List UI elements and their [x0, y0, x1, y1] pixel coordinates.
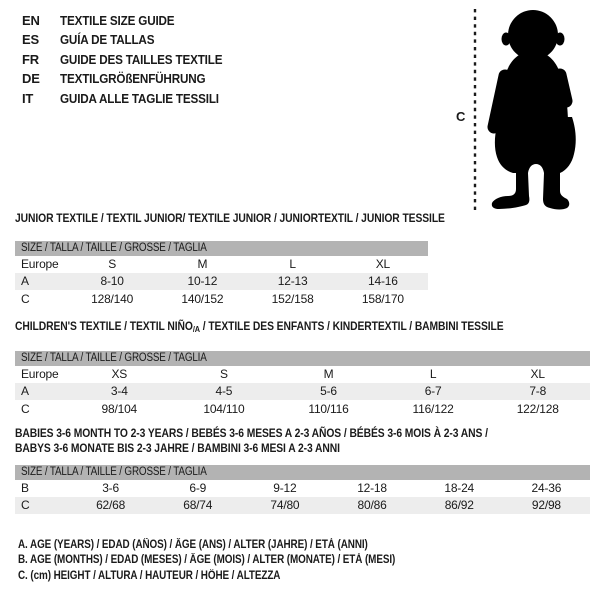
lang-row-es	[22, 32, 240, 51]
size-cell: L	[429, 367, 437, 382]
table-row-age-months	[15, 480, 590, 497]
babies-size-table	[15, 465, 590, 514]
size-cell: 6-9	[189, 481, 207, 496]
babies-section-title-line2: BABYS 3-6 MONATE BIS 2-3 JAHRE / BAMBINI 3-6 MESI A 2-3 ANNI	[15, 441, 340, 455]
row-label: A	[15, 273, 67, 290]
nino-a-subscript: /A	[192, 324, 200, 334]
table-row-height	[15, 497, 590, 514]
lang-code: IT	[22, 90, 34, 106]
junior-section-title: JUNIOR TEXTILE / TEXTIL JUNIOR/ TEXTILE JUNIOR / JUNIORTEXTIL / JUNIOR TESSILE	[15, 211, 445, 225]
size-cell: XL	[375, 257, 391, 272]
legend-line-c: C. (cm) HEIGHT / ALTURA / HAUTEUR / HÖHE / ALTEZZA	[18, 569, 281, 582]
size-cell: 14-16	[338, 273, 428, 290]
size-cell: 158/170	[361, 291, 404, 306]
size-header-row	[15, 241, 428, 256]
size-cell: 4-5	[172, 383, 277, 400]
children-section-title: CHILDREN'S TEXTILE / TEXTIL NIÑO/A / TEXTILE DES ENFANTS / KINDERTEXTIL / BAMBINI TESSILE	[15, 319, 504, 334]
size-cell: M	[197, 257, 208, 272]
size-cell: 116/122	[412, 401, 454, 416]
table-row-height	[15, 290, 428, 307]
size-cell: 110/116	[308, 401, 349, 416]
size-header-row	[15, 351, 590, 366]
lang-row-fr	[22, 52, 240, 71]
size-header-label: SIZE / TALLA / TAILLE / GRÖSSE / TAGLIA	[21, 242, 207, 255]
lang-row-it	[22, 91, 240, 110]
size-cell: 152/158	[271, 291, 314, 306]
guide-title-fr: GUIDE DES TAILLES TEXTILE	[60, 51, 223, 67]
lang-code: EN	[22, 13, 40, 28]
legend-line-b: B. AGE (MONTHS) / EDAD (MESES) / ÂGE (MOIS) / ALTER (MONATE) / ETÀ (MESI)	[18, 554, 396, 567]
size-cell: 7-8	[485, 383, 590, 400]
lang-row-en	[22, 13, 240, 32]
size-cell: 3-6	[102, 481, 119, 496]
table-row-age	[15, 273, 428, 290]
size-cell: 18-24	[444, 481, 475, 496]
row-label: A	[15, 383, 67, 400]
height-measure-figure	[450, 5, 600, 215]
guide-title-it: GUIDA ALLE TAGLIE TESSILI	[60, 90, 219, 106]
legend-line-a: A. AGE (YEARS) / EDAD (AÑOS) / ÂGE (ANS) / ALTER (JAHRE) / ETÀ (ANNI)	[18, 539, 368, 551]
size-header-row	[15, 465, 590, 480]
row-label: Europe	[21, 257, 59, 272]
language-title-block	[22, 13, 240, 110]
size-cell: S	[108, 257, 117, 272]
size-cell: 5-6	[276, 383, 381, 400]
size-cell: 10-12	[157, 273, 247, 290]
table-row-europe	[15, 366, 590, 383]
size-cell: M	[323, 367, 334, 382]
size-cell: 74/80	[241, 497, 328, 514]
babies-section-title-line1: BABIES 3-6 MONTH TO 2-3 YEARS / BEBÉS 3-6 MESES A 2-3 AÑOS / BÉBÉS 3-6 MOIS À 2-3 ANS /	[15, 426, 488, 440]
size-header-label: SIZE / TALLA / TAILLE / GRÖSSE / TAGLIA	[21, 352, 207, 365]
row-label: C	[15, 497, 67, 514]
children-size-table	[15, 351, 590, 417]
row-label: Europe	[21, 367, 59, 382]
size-cell: 6-7	[381, 383, 486, 400]
table-row-europe	[15, 256, 428, 273]
height-measure-label: C	[456, 109, 466, 124]
size-cell: XL	[530, 367, 545, 382]
size-cell: 9-12	[273, 481, 297, 496]
size-cell: 3-4	[67, 383, 172, 400]
size-cell: 140/152	[181, 291, 224, 306]
size-cell: 128/140	[91, 291, 134, 306]
guide-title-de: TEXTILGRÖßENFÜHRUNG	[60, 71, 206, 87]
junior-section	[15, 211, 445, 307]
size-cell: 92/98	[503, 497, 590, 514]
size-cell: 104/110	[203, 401, 245, 416]
table-row-height	[15, 400, 590, 417]
measure-legend	[18, 538, 457, 584]
size-cell: 12-18	[357, 481, 387, 496]
table-row-age	[15, 383, 590, 400]
junior-size-table	[15, 241, 428, 307]
lang-row-de	[22, 71, 240, 90]
size-cell: XS	[111, 367, 128, 382]
size-cell: 68/74	[154, 497, 241, 514]
size-cell: 86/92	[416, 497, 503, 514]
size-cell: 122/128	[516, 401, 559, 416]
size-cell: 24-36	[531, 481, 562, 496]
lang-code: FR	[22, 51, 39, 67]
size-cell: 80/86	[328, 497, 415, 514]
size-cell: L	[289, 257, 296, 272]
babies-section	[15, 426, 590, 514]
baby-silhouette-icon	[450, 5, 600, 215]
row-label: C	[21, 401, 30, 416]
size-cell: 98/104	[101, 401, 138, 416]
guide-title-en: TEXTILE SIZE GUIDE	[60, 13, 175, 28]
guide-title-es: GUÍA DE TALLAS	[60, 32, 155, 48]
size-cell: 62/68	[67, 497, 154, 514]
size-cell: 8-10	[67, 273, 157, 290]
lang-code: ES	[22, 32, 39, 48]
size-cell: 12-13	[248, 273, 338, 290]
size-header-label: SIZE / TALLA / TAILLE / GRÖSSE / TAGLIA	[21, 466, 207, 479]
size-cell: S	[219, 367, 228, 382]
row-label: B	[21, 481, 29, 496]
row-label: C	[21, 291, 30, 306]
children-section	[15, 319, 590, 417]
lang-code: DE	[22, 71, 40, 87]
